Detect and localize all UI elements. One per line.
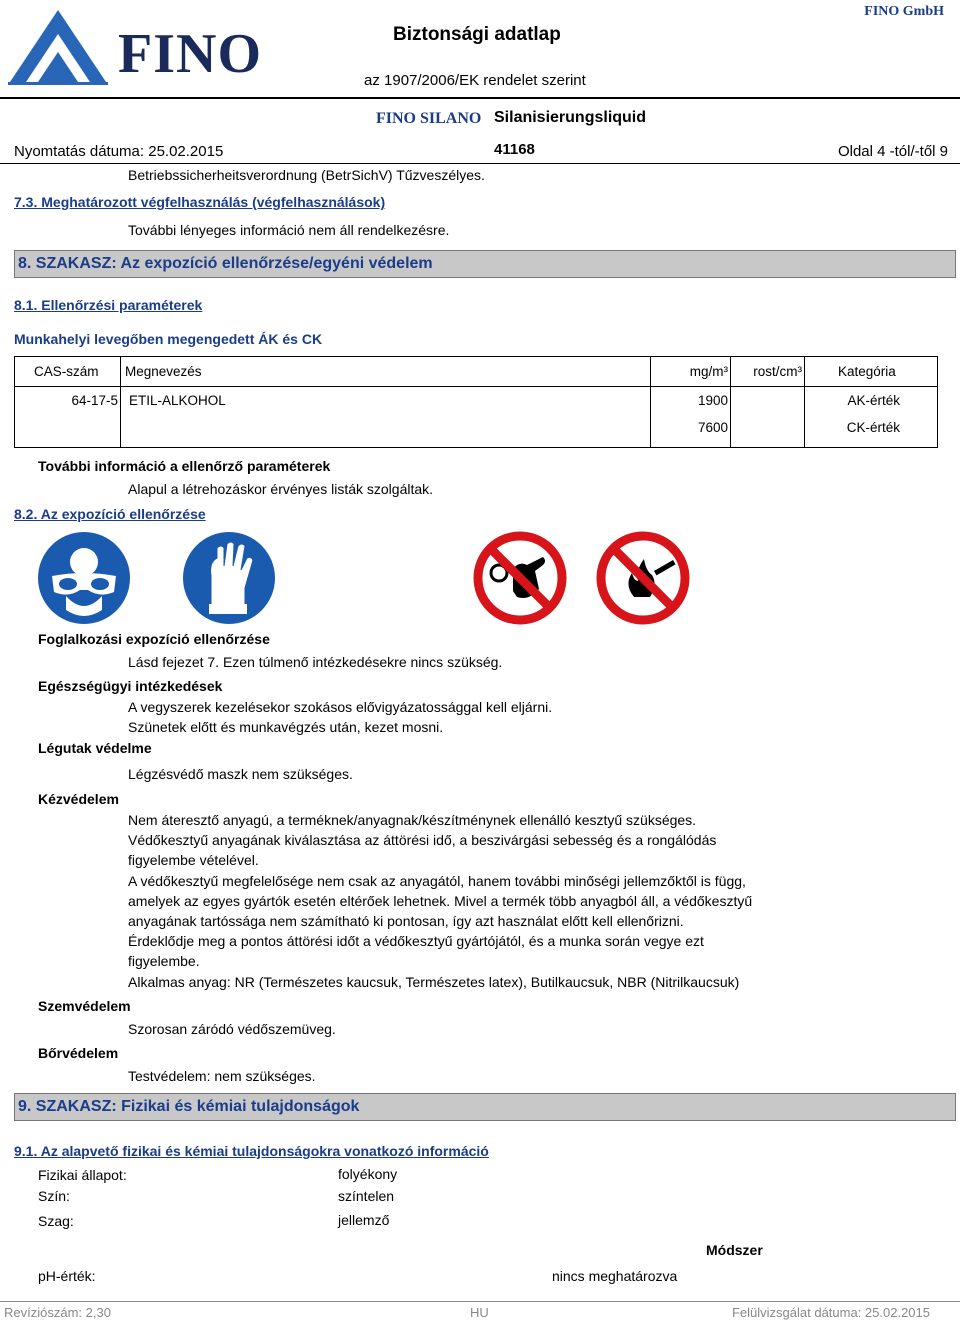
prop-label-state: Fizikai állapot:	[38, 1167, 127, 1183]
occ-exposure-text: Lásd fejezet 7. Ezen túlmenő intézkedésekre nincs szükség.	[128, 654, 503, 670]
no-unauthorized-access-icon	[473, 531, 567, 625]
prop-label-odor: Szag:	[38, 1213, 74, 1229]
regulation-text: az 1907/2006/EK rendelet szerint	[364, 72, 586, 89]
method-label: Módszer	[706, 1242, 763, 1258]
further-info-label: További információ a ellenőrző paraméterek	[38, 458, 331, 474]
table-cell-category: AK-érték	[847, 393, 900, 408]
skin-protection-label: Bőrvédelem	[38, 1045, 119, 1061]
company-name: FINO GmbH	[864, 4, 944, 19]
s8-heading-82: 8.2. Az expozíció ellenőrzése	[14, 506, 206, 522]
respiratory-text: Légzésvédő maszk nem szükséges.	[128, 766, 353, 782]
logo-text: FINO	[118, 23, 262, 85]
header-rule	[0, 97, 960, 99]
footer-lang: HU	[470, 1305, 489, 1320]
header-rule-2	[0, 163, 960, 164]
prop-label-color: Szín:	[38, 1188, 70, 1204]
prop-value-odor: jellemző	[338, 1212, 390, 1228]
table-header-cas: CAS-szám	[34, 364, 99, 379]
page-number: Oldal 4 -tól/-től 9	[837, 143, 948, 160]
product-code: 41168	[494, 141, 535, 158]
s7-text-73: További lényeges információ nem áll rendelkezésre.	[128, 222, 450, 238]
eye-protection-label: Szemvédelem	[38, 998, 131, 1014]
table-header-rost: rost/cm³	[753, 364, 802, 379]
product-name: Silanisierungsliquid	[494, 109, 647, 126]
document-title: Biztonsági adatlap	[393, 24, 561, 45]
eye-protection-icon	[38, 532, 130, 624]
product-brand: FINO SILANO	[376, 110, 482, 127]
table-col-rule-4	[804, 356, 805, 448]
table-left-rule	[14, 356, 15, 448]
table-header-rule	[14, 386, 938, 387]
no-open-flame-icon	[596, 531, 690, 625]
s8-heading-81: 8.1. Ellenőrzési paraméterek	[14, 297, 203, 313]
section-9-bar	[14, 1093, 956, 1121]
table-right-rule	[937, 356, 938, 448]
skin-protection-text: Testvédelem: nem szükséges.	[128, 1068, 316, 1084]
table-cell-cas: 64-17-5	[71, 393, 118, 408]
health-measures-text: A vegyszerek kezelésekor szokásos elővigyázatossággal kell eljárni. Szünetek előtt és munkavégzés után, kezet mosni.	[128, 699, 553, 736]
eye-protection-text: Szorosan záródó védőszemüveg.	[128, 1021, 336, 1037]
table-header-category: Kategória	[838, 364, 896, 379]
table-top-rule	[14, 356, 938, 357]
table-header-mg: mg/m³	[689, 364, 728, 379]
footer-rule	[0, 1301, 960, 1302]
limits-table	[14, 356, 938, 448]
table-header-name: Megnevezés	[125, 364, 202, 379]
ph-value: nincs meghatározva	[552, 1268, 678, 1284]
table-col-rule-1	[120, 356, 121, 448]
table-cell-mg: 1900	[697, 393, 728, 408]
prop-value-state: folyékony	[338, 1166, 398, 1182]
table-col-rule-3	[730, 356, 731, 448]
section-8-title: 8. SZAKASZ: Az expozíció ellenőrzése/egyéni védelem	[18, 255, 433, 272]
s9-heading-91: 9.1. Az alapvető fizikai és kémiai tulajdonságokra vonatkozó információ	[14, 1143, 489, 1159]
table-cell-mg-2: 7600	[697, 420, 728, 435]
table-col-rule-2	[650, 356, 651, 448]
s7-heading-73: 7.3. Meghatározott végfelhasználás (végfelhasználások)	[14, 194, 386, 210]
section-8-bar	[14, 250, 956, 278]
company-logo	[8, 6, 262, 86]
table-cell-category-2: CK-érték	[846, 420, 900, 435]
print-date: Nyomtatás dátuma: 25.02.2015	[14, 143, 224, 160]
section-9-title: 9. SZAKASZ: Fizikai és kémiai tulajdonságok	[18, 1098, 360, 1115]
table-bottom-rule	[14, 447, 938, 448]
health-measures-label: Egészségügyi intézkedések	[38, 678, 223, 694]
further-info-text: Alapul a létrehozáskor érvényes listák szolgáltak.	[128, 481, 434, 497]
prop-value-color: színtelen	[338, 1188, 395, 1204]
s7-line1: Betriebssicherheitsverordnung (BetrSichV) Tűzveszélyes.	[128, 167, 485, 183]
footer-review-date: Felülvizsgálat dátuma: 25.02.2015	[731, 1305, 930, 1320]
hand-protection-label: Kézvédelem	[38, 791, 119, 807]
hand-protection-text: Nem áteresztő anyagú, a terméknek/anyagnak/készítménynek ellenálló kesztyű szükséges. Védőkesztyű anyagának kiválasztása az áttörési idő, a beszivárgási sebesség és a rongálódás figyelembe vételével. A védőkesztyű megfelelősége nem csak az anyagától, hanem további minőségi jellemzőktől is függ, amelyek az egyes gyártók esetén eltérőek lehetnek. Mivel a termék több anyagból áll, a védőkesztyű anyagának tartóssága nem számítható ki pontosan, így azt használat előtt kell ellenőrizni. Érdeklődje meg a pontos áttörési időt a védőkesztyű gyártójától, és a munka során vegye ezt figyelembe. Alkalmas anyag: NR (Természetes kaucsuk, Természetes latex), Butilkaucsuk, NBR (Nitrilkaucsuk)	[128, 812, 753, 990]
occ-exposure-label: Foglalkozási expozíció ellenőrzése	[38, 631, 270, 647]
s8-sub-81: Munkahelyi levegőben megengedett ÁK és CK	[14, 331, 323, 347]
footer-revision: Revíziószám: 2,30	[4, 1305, 111, 1320]
ph-label: pH-érték:	[38, 1268, 96, 1284]
table-cell-name: ETIL-ALKOHOL	[129, 393, 226, 408]
hand-protection-icon	[183, 532, 275, 624]
respiratory-label: Légutak védelme	[38, 740, 152, 756]
